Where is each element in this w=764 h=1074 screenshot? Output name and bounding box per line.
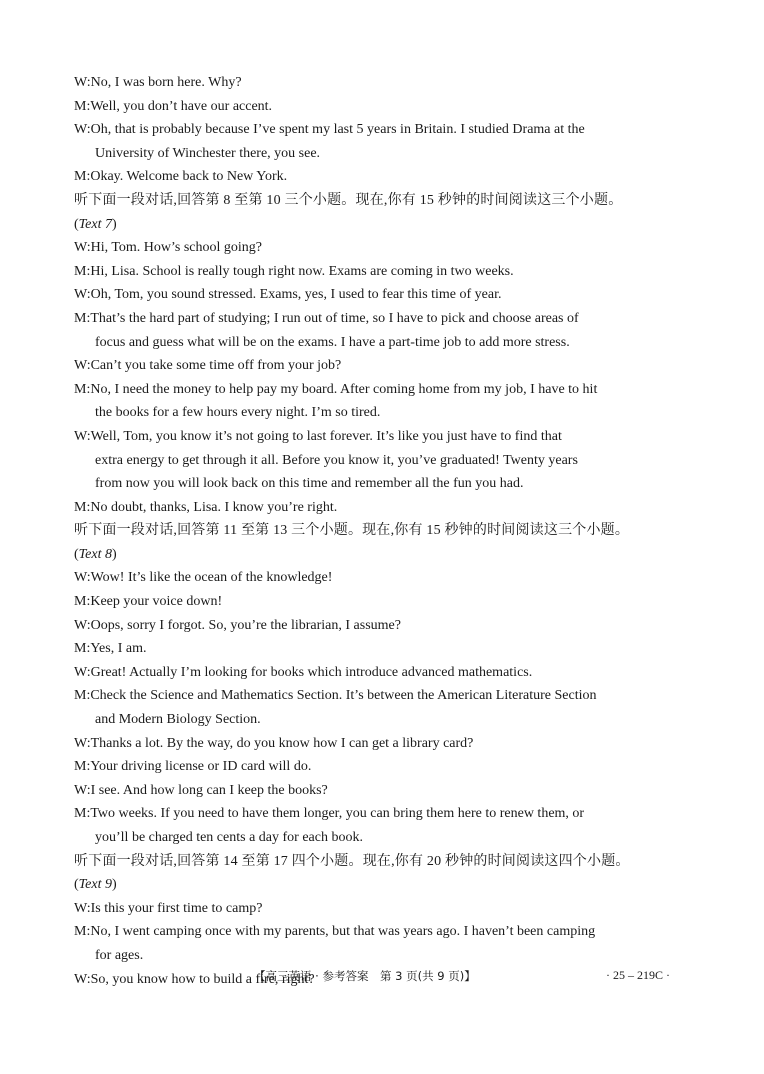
footer-code: · 25 – 219C · <box>606 968 670 982</box>
document-body <box>74 71 696 991</box>
dialogue-continuation: from now you will look back on this time and remember all the fun you had. <box>95 476 524 492</box>
section-label: (Text 7) <box>74 216 117 232</box>
instruction-line: 听下面一段对话,回答第 11 至第 13 三个小题。现在,你有 15 秒钟的时间阅读这三个小题。 <box>74 523 630 539</box>
dialogue-line: M:Yes, I am. <box>74 641 147 657</box>
dialogue-line: M:No doubt, thanks, Lisa. I know you’re right. <box>74 499 338 515</box>
dialogue-line: M:That’s the hard part of studying; I run out of time, so I have to pick and choose areas of <box>74 310 579 326</box>
instruction-line: 听下面一段对话,回答第 8 至第 10 三个小题。现在,你有 15 秒钟的时间阅读这三个小题。 <box>74 192 623 208</box>
instruction-line: 听下面一段对话,回答第 14 至第 17 四个小题。现在,你有 20 秒钟的时间阅读这四个小题。 <box>74 853 630 869</box>
dialogue-continuation: University of Winchester there, you see. <box>95 145 321 161</box>
dialogue-line: W:Great! Actually I’m looking for books which introduce advanced mathematics. <box>74 664 533 680</box>
dialogue-line: M:No, I went camping once with my parents, but that was years ago. I haven’t been camping <box>74 924 596 940</box>
dialogue-line: W:Hi, Tom. How’s school going? <box>74 240 263 256</box>
dialogue-line: W:Well, Tom, you know it’s not going to last forever. It’s like you just have to find that <box>74 428 562 444</box>
dialogue-line: M:Hi, Lisa. School is really tough right now. Exams are coming in two weeks. <box>74 263 514 279</box>
dialogue-line: M:Keep your voice down! <box>74 594 223 610</box>
dialogue-line: W:Oh, Tom, you sound stressed. Exams, yes, I used to fear this time of year. <box>74 287 502 303</box>
dialogue-line: M:Well, you don’t have our accent. <box>74 98 273 114</box>
dialogue-line: W:Is this your first time to camp? <box>74 900 263 916</box>
dialogue-line: M:Okay. Welcome back to New York. <box>74 169 288 185</box>
dialogue-continuation: focus and guess what will be on the exams. I have a part-time job to add more stress. <box>95 334 570 350</box>
dialogue-line: W:Wow! It’s like the ocean of the knowledge! <box>74 570 333 586</box>
page-footer <box>0 968 764 988</box>
dialogue-line: W:Thanks a lot. By the way, do you know how I can get a library card? <box>74 735 474 751</box>
dialogue-line: M:Check the Science and Mathematics Section. It’s between the American Literature Section <box>74 688 597 704</box>
section-label: (Text 9) <box>74 877 117 893</box>
dialogue-continuation: the books for a few hours every night. I’m so tired. <box>95 405 381 421</box>
dialogue-continuation: extra energy to get through it all. Before you know it, you’ve graduated! Twenty years <box>95 452 578 468</box>
dialogue-line: M:Two weeks. If you need to have them longer, you can bring them here to renew them, or <box>74 806 585 822</box>
dialogue-line: W:Can’t you take some time off from your job? <box>74 358 342 374</box>
dialogue-line: W:No, I was born here. Why? <box>74 75 242 90</box>
dialogue-line: M:No, I need the money to help pay my board. After coming home from my job, I have to hit <box>74 381 598 397</box>
dialogue-continuation: for ages. <box>95 947 144 963</box>
section-label-text: Text 7 <box>78 216 112 232</box>
dialogue-continuation: and Modern Biology Section. <box>95 712 261 728</box>
section-label-text: Text 9 <box>78 877 112 893</box>
dialogue-line: W:So, you know how to build a fire, right? <box>74 971 315 987</box>
dialogue-line: W:Oh, that is probably because I’ve spent my last 5 years in Britain. I studied Drama at the <box>74 122 585 138</box>
dialogue-line: M:Your driving license or ID card will do. <box>74 759 312 775</box>
dialogue-continuation: you’ll be charged ten cents a day for each book. <box>95 830 363 845</box>
dialogue-line: W:I see. And how long can I keep the books? <box>74 782 328 798</box>
dialogue-line: W:Oops, sorry I forgot. So, you’re the librarian, I assume? <box>74 617 401 633</box>
footer-page-info: 【高三英语 · 参考答案 第 3 页(共 9 页)】 <box>254 969 476 983</box>
section-label-text: Text 8 <box>78 546 112 562</box>
section-label: (Text 8) <box>74 546 117 562</box>
